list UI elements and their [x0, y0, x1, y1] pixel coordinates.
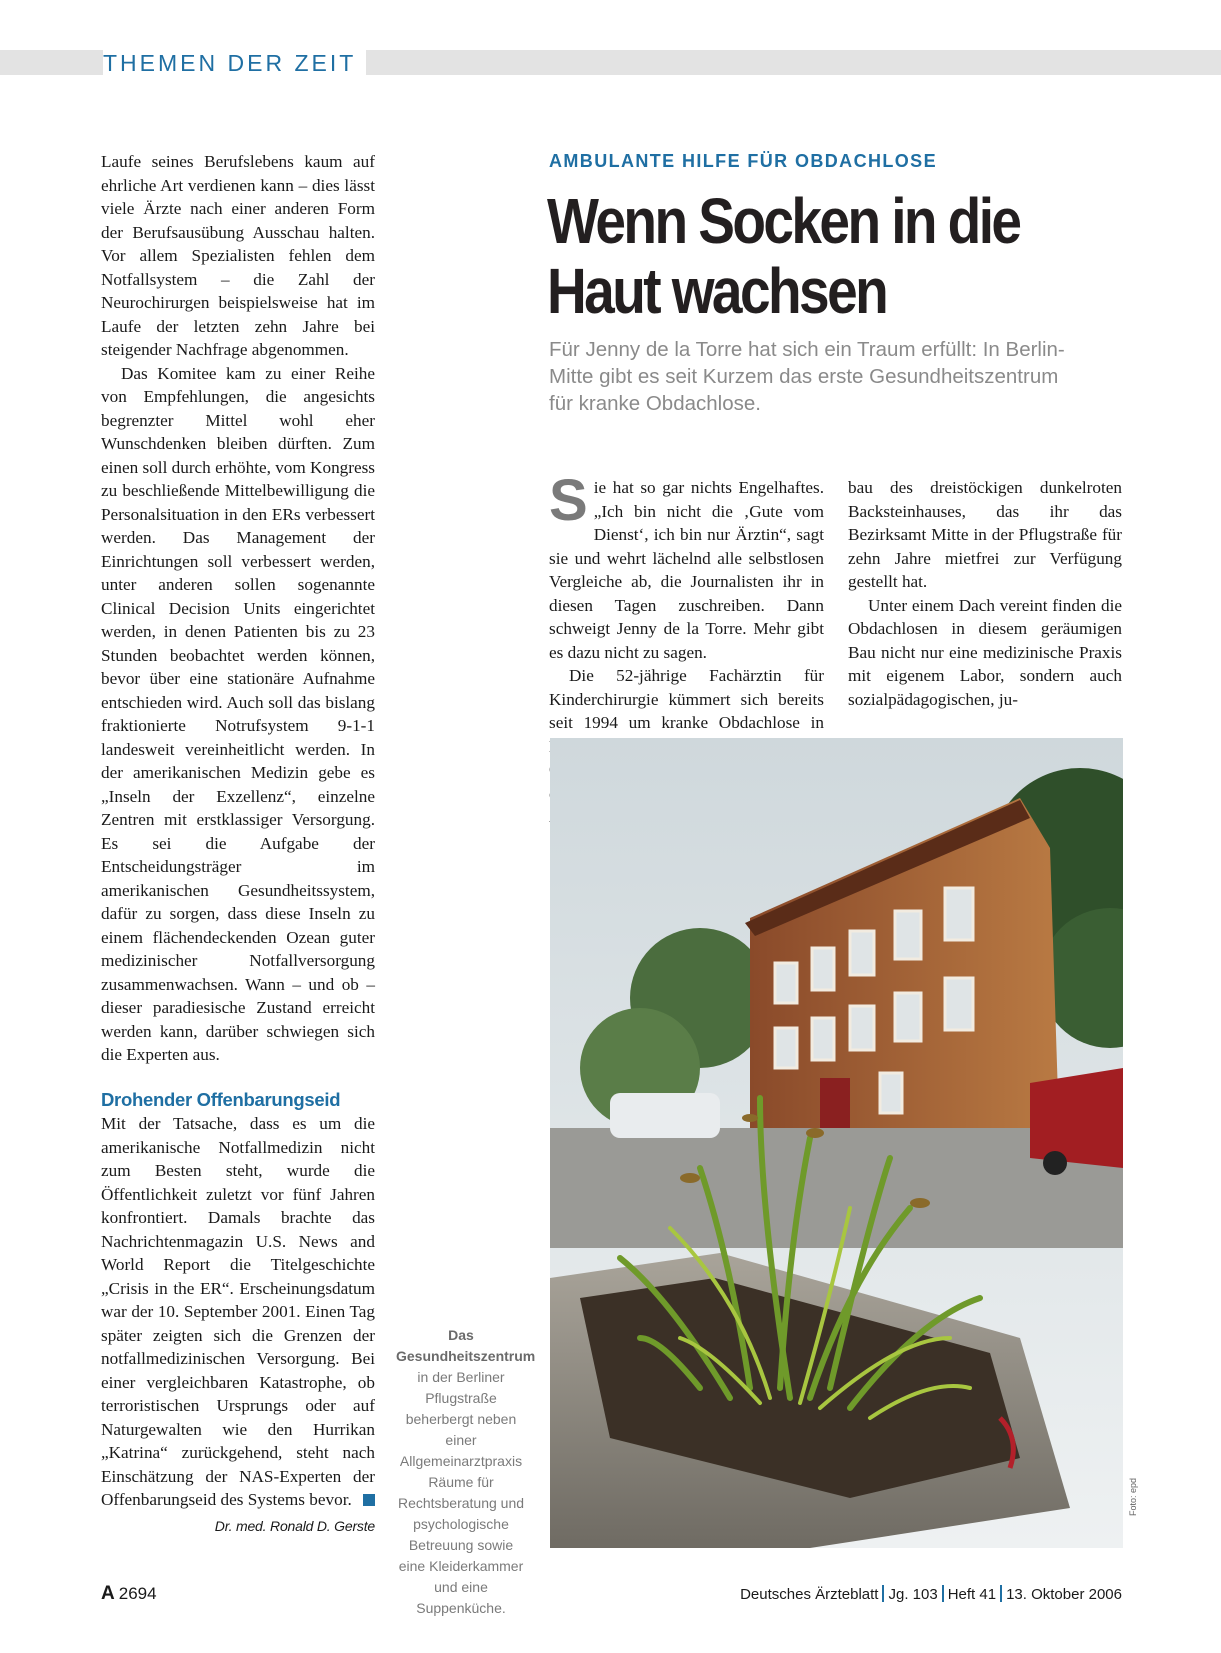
author-byline: Dr. med. Ronald D. Gerste [214, 1517, 375, 1534]
photo-credit: Foto: epd [1128, 1477, 1138, 1516]
left-paragraph-3: Mit der Tatsache, dass es um die amerikanische Notfallmedizin nicht zum Besten steht, wurde die Öffentlichkeit zuletzt vor fünf Jahren konfrontiert. Damals brachte das Nachrichtenmagazin U.S. News and World Report die Titelgeschichte „Crisis in the ER“. Erscheinungsdatum war der 10. September 2001. Einen Tag später zeigten sich die Grenzen der notfallmedizinischen Versorgung. Bei einer vergleichbaren Katastrophe, ob terroristischen Ursprungs oder auf Naturgewalten wie den Hurrikan „Katrina“ zurückgehend, steht nach Einschätzung der NAS-Experten der Offenbarungseid des Systems bevor. [101, 1114, 375, 1509]
drop-cap: S [549, 468, 588, 533]
issue: Heft 41 [947, 1586, 997, 1603]
caption-bold: Das Gesundheitszentrum [396, 1327, 536, 1364]
building-photo [550, 738, 1123, 1548]
article-kicker: AMBULANTE HILFE FÜR OBDACHLOSE [549, 151, 937, 171]
article-paragraph-3: bau des dreistöckigen dunkelroten Backsteinhauses, das ihr das Bezirksamt Mitte in der Pflugstraße für zehn Jahre mietfrei zur Verfügung gestellt hat. [848, 478, 1122, 591]
volume: Jg. 103 [888, 1586, 938, 1603]
article-paragraph-2: Die 52-jährige Fachärztin für Kinderchirurgie kümmert sich bereits seit 1994 um kranke Obdachlose in [549, 666, 824, 732]
separator [1000, 1585, 1002, 1602]
separator [942, 1585, 944, 1602]
left-column [101, 150, 375, 1538]
journal-name: Deutsches Ärzteblatt [740, 1586, 879, 1603]
article-column-2 [848, 476, 1122, 711]
caption-text: in der Berliner Pflugstraße beherbergt neben einer Allgemeinarztpraxis Räume für Rechtsberatung und psychologische Betreuung sowie eine Kleiderkammer und eine Suppenküche. [397, 1369, 525, 1616]
photo-caption [396, 1325, 536, 1619]
left-paragraph-1: Laufe seines Berufslebens kaum auf ehrliche Art verdienen kann – dies lässt viele Ärzte nach einer anderen Form der Berufsausübung Ausschau halten. Vor allem Spezialisten fehlen dem Notfallsystem – die Zahl der Neurochirurgen beispielsweise hat im Laufe der letzten zehn Jahre bei steigender Nachfrage abgenommen. [101, 152, 375, 359]
article-paragraph-1: Sie hat so gar nichts Engelhaftes. „Ich bin nicht die ‚Gute vom Dienst‘, ich bin nur Ärztin“, sagt sie und wehrt lächelnd alle selbstlosen Vergleiche ab, die Journalisten ihr in diesen Tagen zuschreiben. Dann schweigt Jenny de la Torre. Mehr gibt es dazu nicht zu sagen. [549, 468, 824, 662]
journal-info [740, 1585, 1122, 1603]
section-label: THEMEN DER ZEIT [103, 50, 366, 75]
separator [882, 1585, 884, 1602]
article-deck: Für Jenny de la Torre hat sich ein Traum erfüllt: In Berlin-Mitte gibt es seit Kurzem das erste Gesundheitszentrum für kranke Obdachlose. [549, 338, 1065, 415]
page-number: A 2694 [101, 1583, 157, 1604]
end-mark-icon [363, 1494, 375, 1506]
left-paragraph-2: Das Komitee kam zu einer Reihe von Empfehlungen, die angesichts begrenzter Mittel wohl eher Wunschdenken bleiben dürften. Zum einen soll durch erhöhte, vom Kongress zu beschließende Mittelbewilligung die Personalsituation in den ERs verbessert werden. Das Management der Einrichtungen soll verbessert werden, unter anderen sollen sogenannte Clinical Decision Units eingerichtet werden, in denen Patienten bis zu 23 Stunden beobachtet werden können, bevor über eine stationäre Aufnahme entschieden wird. Auch soll das bislang fraktionierte Notrufsystem 9-1-1 landesweit vereinheitlicht werden. In der amerikanischen Medizin gebe es „Inseln der Exzellenz“, einzelne Zentren mit erstklassiger Versorgung. Es sei die Aufgabe der Entscheidungsträger im amerikanischen Gesundheitssystem, dafür zu sorgen, dass diese Inseln zu einem flächendeckenden Ozean guter medizinischer Notfallversorgung zusammenwachsen. Wann – und ob – dieser paradiesische Zustand erreicht werden kann, darüber schwiegen sich die Experten aus. [101, 363, 375, 1064]
subheading: Drohender Offenbarungseid [101, 1088, 341, 1110]
article-headline: Wenn Socken in die Haut wachsen [547, 185, 1020, 327]
article-paragraph-4: Unter einem Dach vereint finden die Obdachlosen in diesem geräumigen Bau nicht nur eine medizinische Praxis mit eigenem Labor, sondern auch sozialpädagogischen, ju- [848, 595, 1122, 709]
issue-date: 13. Oktober 2006 [1006, 1586, 1122, 1603]
